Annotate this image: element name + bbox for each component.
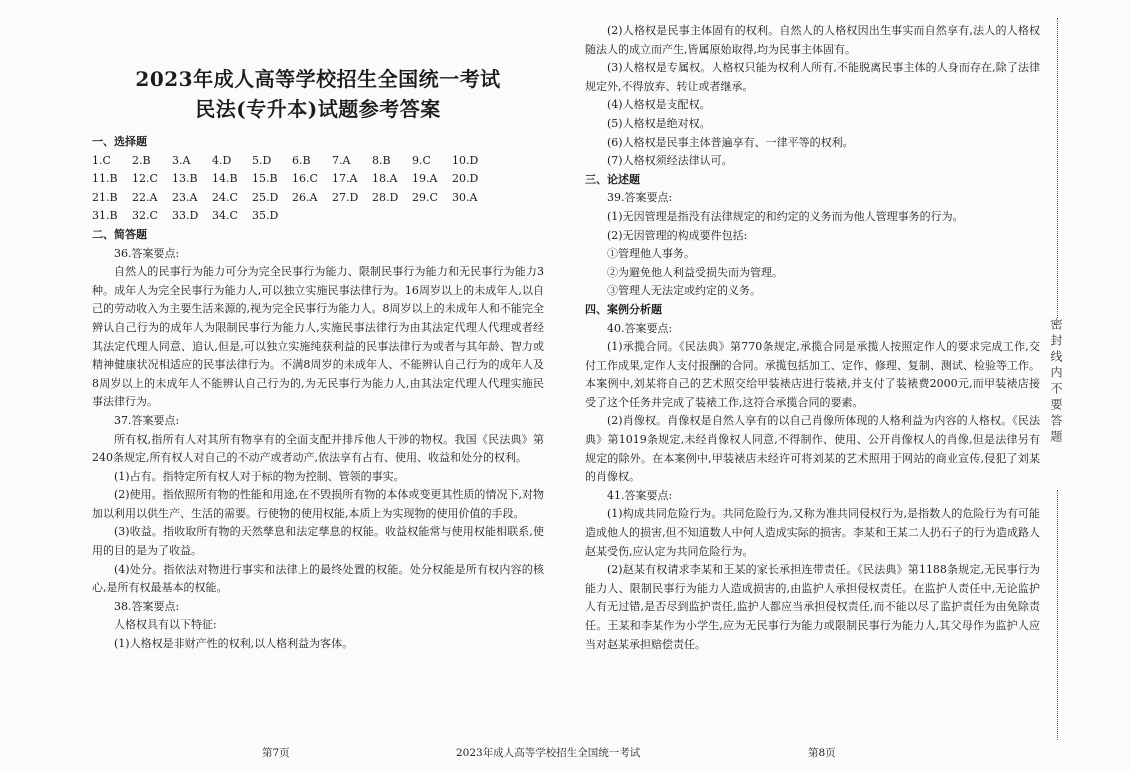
section-heading-short: 二、简答题 (92, 227, 147, 241)
answer-cell: 21.B (92, 190, 118, 204)
answer-cell: 14.B (212, 172, 238, 186)
q37-para-4: (3)收益。指收取所有物的天然孳息和法定孳息的权能。收益权能常与使用权能相联系,使用的目的是为了收益。 (92, 525, 544, 558)
footer-title: 2023年成人高等学校招生全国统一考试 (456, 747, 641, 759)
q38-para-7: (6)人格权是民事主体普遍享有、一律平等的权利。 (607, 135, 854, 149)
answer-cell: 26.A (292, 190, 318, 204)
answer-cell: 30.A (452, 190, 478, 204)
q36-answer: 自然人的民事行为能力可分为完全民事行为能力、限制民事行为能力和无民事行为能力3种。成年人为完全民事行为能力人,可以独立实施民事法律行为。16周岁以上的未成年人,以自己的劳动收入为主要生活来源的,视为完全民事行为能力人。8周岁以上的未成年人和不能完全辨认自己行为的成年人为限制民事行为能力人,实施民事法律行为由其法定代理人代理或者经其法定代理人同意、追认,但是,可以独立实施纯获利益的民事法律行为或者与其年龄、智力或精神健康状况相适应的民事法律行为。不满8周岁的未成年人、不能辨认自己行为的成年人及8周岁以上的未成年人不能辨认自己行为的,为无民事行为能力人,由其法定代理人代理实施民事法律行为。 (92, 265, 544, 409)
answer-cell: 2.B (132, 153, 151, 167)
q38-para-6: (5)人格权是绝对权。 (607, 116, 711, 130)
q38-para-5: (4)人格权是支配权。 (607, 98, 711, 112)
q38-para-4: (3)人格权是专属权。人格权只能为权利人所有,不能脱离民事主体的人身而存在,除了法律规定外,不得放弃、转让或者继承。 (585, 61, 1040, 93)
answer-cell: 5.D (252, 153, 272, 167)
answer-cell: 13.B (172, 172, 198, 186)
left-column (92, 64, 544, 654)
section-heading-case: 四、案例分析题 (585, 302, 662, 316)
q38-para-1: 人格权具有以下特征: (114, 618, 217, 632)
page-subtitle: 民法(专升本)试题参考答案 (195, 97, 441, 121)
q40-para-2: (2)肖像权。肖像权是自然人享有的以自己肖像所体现的人格利益为内容的人格权。《民法典》第1019条规定,未经肖像权人同意,不得制作、使用、公开肖像权人的肖像,但是法律另有规定的除外。在本案例中,甲装裱店未经许可将刘某的艺术照用于网站的商业宣传,侵犯了刘某的肖像权。 (585, 414, 1040, 484)
answer-cell: 9.C (412, 153, 431, 167)
answer-cell: 31.B (92, 209, 118, 223)
section-heading-essay: 三、论述题 (585, 172, 640, 186)
page-title: 2023年成人高等学校招生全国统一考试 (135, 67, 501, 91)
q37-para-1: 所有权,指所有人对其所有物享有的全面支配并排斥他人干涉的物权。我国《民法典》第240条规定,所有权人对自己的不动产或者动产,依法享有占有、使用、收益和处分的权利。 (92, 432, 544, 465)
q38-para-2: (1)人格权是非财产性的权利,以人格利益为客体。 (114, 637, 354, 651)
answer-cell: 19.A (412, 172, 438, 186)
answer-cell: 11.B (92, 172, 118, 186)
answer-grid (92, 152, 544, 226)
answer-cell: 29.C (412, 190, 438, 204)
binding-line-bottom (1057, 490, 1058, 740)
answer-cell: 8.B (372, 153, 391, 167)
answer-cell: 34.C (212, 209, 238, 223)
q41-para-1: (1)构成共同危险行为。共同危险行为,又称为准共同侵权行为,是指数人的危险行为有可能造成他人的损害,但不知道数人中何人造成实际的损害。李某和王某二人扔石子的行为造成路人赵某受伤,应认定为共同危险行为。 (585, 507, 1040, 558)
answer-cell: 15.B (252, 172, 278, 186)
q40-label: 40.答案要点: (607, 321, 673, 335)
page-number-right: 第8页 (808, 747, 836, 759)
q41-para-2: (2)赵某有权请求李某和王某的家长承担连带责任。《民法典》第1188条规定,无民事行为能力人、限制民事行为能力人造成损害的,由监护人承担侵权责任。在监护人责任中,无论监护人有无过错,是否尽到监护责任,监护人都应当承担侵权责任,而不能以尽了监护责任为由免除责任。王某和李某作为小学生,应为无民事行为能力或限制民事行为能力人,其父母作为监护人应当对赵某承担赔偿责任。 (585, 563, 1040, 651)
q39-para-3: ①管理他人事务。 (607, 247, 695, 261)
q38-para-3: (2)人格权是民事主体固有的权利。自然人的人格权因出生事实而自然享有,法人的人格权随法人的成立而产生,皆属原始取得,均为民事主体固有。 (585, 24, 1040, 56)
answer-cell: 17.A (332, 172, 358, 186)
binding-line-top (1057, 18, 1058, 318)
answer-cell: 1.C (92, 153, 111, 167)
answer-cell: 28.D (372, 190, 399, 204)
right-column (585, 22, 1040, 654)
answer-cell: 22.A (132, 190, 158, 204)
q38-label: 38.答案要点: (114, 599, 180, 613)
q37-label: 37.答案要点: (114, 413, 180, 427)
q39-para-1: (1)无因管理是指没有法律规定的和约定的义务而为他人管理事务的行为。 (607, 209, 964, 223)
answer-cell: 33.D (172, 209, 199, 223)
q37-para-3: (2)使用。指依照所有物的性能和用途,在不毁损所有物的本体或变更其性质的情况下,对物加以利用以供生产、生活的需要。行使物的使用权能,本质上为实现物的使用价值的手段。 (92, 488, 544, 520)
answer-cell: 35.D (252, 209, 279, 223)
page-number-left: 第7页 (262, 747, 290, 759)
q37-para-5: (4)处分。指依法对物进行事实和法律上的最终处置的权能。处分权能是所有权内容的核心,是所有权最基本的权能。 (92, 562, 544, 595)
q39-para-5: ③管理人无法定或约定的义务。 (607, 284, 761, 298)
answer-cell: 12.C (132, 172, 158, 186)
q39-label: 39.答案要点: (607, 191, 673, 205)
answer-cell: 25.D (252, 190, 279, 204)
binding-note: 密封线内不要答题 (1049, 318, 1063, 446)
answer-cell: 23.A (172, 190, 198, 204)
q41-label: 41.答案要点: (607, 488, 673, 502)
q39-para-2: (2)无因管理的构成要件包括: (607, 228, 748, 242)
answer-cell: 18.A (372, 172, 398, 186)
q39-para-4: ②为避免他人利益受损失而为管理。 (607, 265, 783, 279)
answer-cell: 24.C (212, 190, 238, 204)
answer-cell: 7.A (332, 153, 351, 167)
q36-label: 36.答案要点: (114, 246, 180, 260)
answer-cell: 32.C (132, 209, 158, 223)
q40-para-1: (1)承揽合同。《民法典》第770条规定,承揽合同是承揽人按照定作人的要求完成工作,交付工作成果,定作人支付报酬的合同。承揽包括加工、定作、修理、复制、测试、检验等工作。本案例中,刘某将自己的艺术照交给甲装裱店进行装裱,并支付了装裱费2000元,而甲装裱店接受了这个任务并完成了装裱工作,这符合承揽合同的要素。 (585, 340, 1040, 409)
answer-cell: 6.B (292, 153, 311, 167)
q37-para-2: (1)占有。指特定所有权人对于标的物为控制、管领的事实。 (114, 469, 405, 483)
answer-cell: 27.D (332, 190, 359, 204)
answer-cell: 3.A (172, 153, 191, 167)
answer-cell: 4.D (212, 153, 232, 167)
answer-cell: 20.D (452, 172, 479, 186)
q38-para-8: (7)人格权须经法律认可。 (607, 154, 733, 168)
answer-cell: 10.D (452, 153, 479, 167)
answer-cell: 16.C (292, 172, 318, 186)
section-heading-choice: 一、选择题 (92, 135, 147, 148)
